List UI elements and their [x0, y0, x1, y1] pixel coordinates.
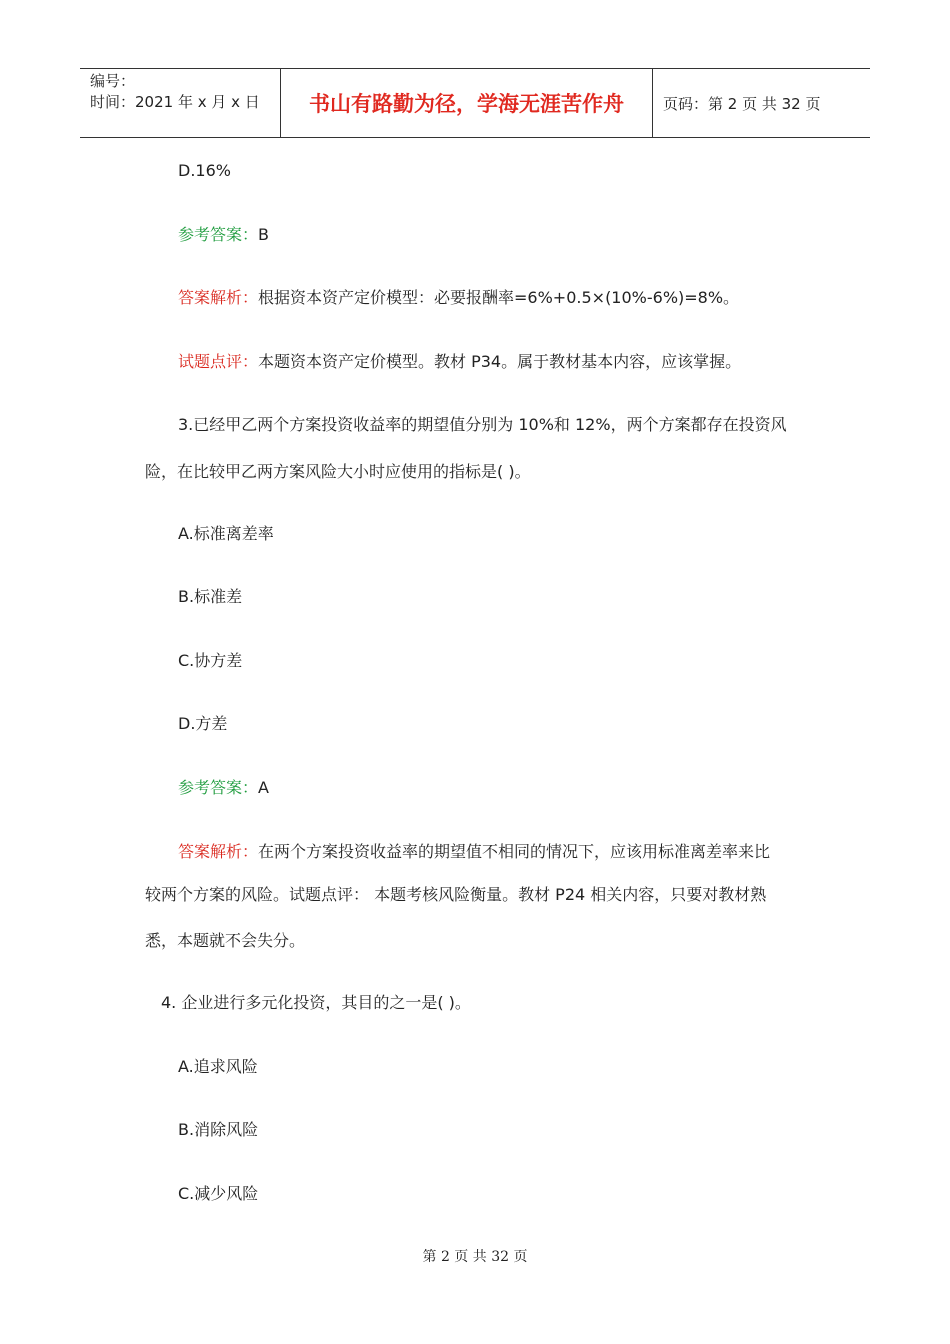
q3-analysis-line3: 悉，本题就不会失分。	[145, 931, 306, 950]
q2-answer	[178, 224, 269, 246]
q3-option-c: C.协方差	[178, 651, 243, 670]
analysis-label: 答案解析：	[178, 842, 259, 861]
answer-value: B	[258, 225, 269, 244]
review-text: 本题资本资产定价模型。教材 P34。属于教材基本内容，应该掌握。	[258, 352, 742, 371]
q4-stem: 4. 企业进行多元化投资，其目的之一是( )。	[161, 993, 471, 1012]
q2-option-d: D.16%	[178, 161, 231, 180]
q4-option-c: C.减少风险	[178, 1184, 259, 1203]
document-number: 编号：	[90, 72, 136, 90]
q2-analysis	[178, 287, 739, 309]
header-meta	[80, 69, 281, 137]
analysis-label: 答案解析：	[178, 288, 259, 307]
answer-label: 参考答案：	[178, 778, 259, 797]
q3-option-d: D.方差	[178, 714, 228, 733]
review-label: 试题点评：	[178, 352, 259, 371]
document-date: 时间：2021 年 x 月 x 日	[90, 93, 260, 111]
answer-value: A	[258, 778, 269, 797]
q3-answer	[178, 777, 269, 799]
q3-option-a: A.标准离差率	[178, 524, 274, 543]
q3-analysis-line1	[178, 841, 770, 863]
header-motto: 书山有路勤为径，学海无涯苦作舟	[281, 69, 653, 137]
analysis-text: 在两个方案投资收益率的期望值不相同的情况下，应该用标准离差率来比	[258, 842, 771, 861]
header-page-info: 页码：第 2 页 共 32 页	[663, 94, 821, 113]
analysis-text: 根据资本资产定价模型：必要报酬率=6%+0.5×(10%-6%)=8%。	[258, 288, 740, 307]
q3-analysis-line2: 较两个方案的风险。试题点评： 本题考核风险衡量。教材 P24 相关内容，只要对教材熟	[145, 885, 767, 904]
page-header	[80, 68, 870, 138]
q4-option-b: B.消除风险	[178, 1120, 259, 1139]
answer-label: 参考答案：	[178, 225, 259, 244]
q3-stem-line1: 3.已经甲乙两个方案投资收益率的期望值分别为 10%和 12%，两个方案都存在投资风	[178, 415, 787, 434]
q3-stem-line2: 险，在比较甲乙两方案风险大小时应使用的指标是( )。	[145, 462, 531, 481]
q2-review	[178, 351, 741, 373]
page-footer: 第 2 页 共 32 页	[422, 1249, 528, 1265]
q3-option-b: B.标准差	[178, 587, 243, 606]
q4-option-a: A.追求风险	[178, 1057, 258, 1076]
